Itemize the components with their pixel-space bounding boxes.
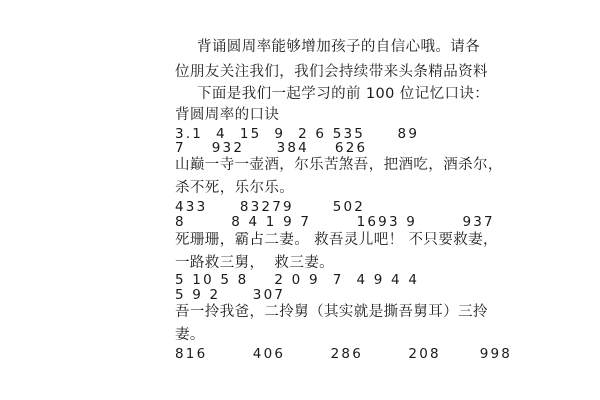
section-title: 背圆周率的口诀	[175, 107, 280, 123]
digits-line-2b: 8 8 4 1 9 7 1693 9 937	[175, 214, 495, 230]
verse-line-2b: 一路救三舅， 救三妻。	[175, 255, 335, 271]
intro-line-2: 位朋友关注我们，我们会持续带来头条精品资料	[175, 64, 488, 80]
digits-line-1a: 3.1 4 15 9 2 6 535 89	[175, 126, 420, 142]
intro-line-3: 下面是我们一起学习的前 100 位记忆口诀：	[197, 86, 490, 102]
verse-line-1b: 杀不死，乐尔乐。	[175, 180, 295, 196]
digits-line-3b: 5 9 2 307	[175, 287, 286, 303]
digits-line-1b: 7 932 384 626	[175, 140, 368, 156]
verse-line-3a: 吾一拎我爸，二拎舅（其实就是撕吾舅耳）三拎	[175, 304, 488, 320]
intro-line-1: 背诵圆周率能够增加孩子的自信心哦。请各	[197, 39, 481, 55]
digits-line-4: 816 406 286 208 998	[175, 346, 513, 362]
digits-line-3a: 5 10 5 8 2 0 9 7 4 9 4 4	[175, 272, 420, 288]
digits-line-2a: 433 83279 502	[175, 199, 366, 215]
verse-line-2a: 死珊珊，霸占二妻。 救吾灵儿吧！ 不只要救妻，	[175, 232, 498, 248]
verse-line-1a: 山巅一寺一壶酒，尔乐苦煞吾，把酒吃，酒杀尔，	[175, 157, 503, 173]
verse-line-3b: 妻。	[175, 327, 205, 343]
